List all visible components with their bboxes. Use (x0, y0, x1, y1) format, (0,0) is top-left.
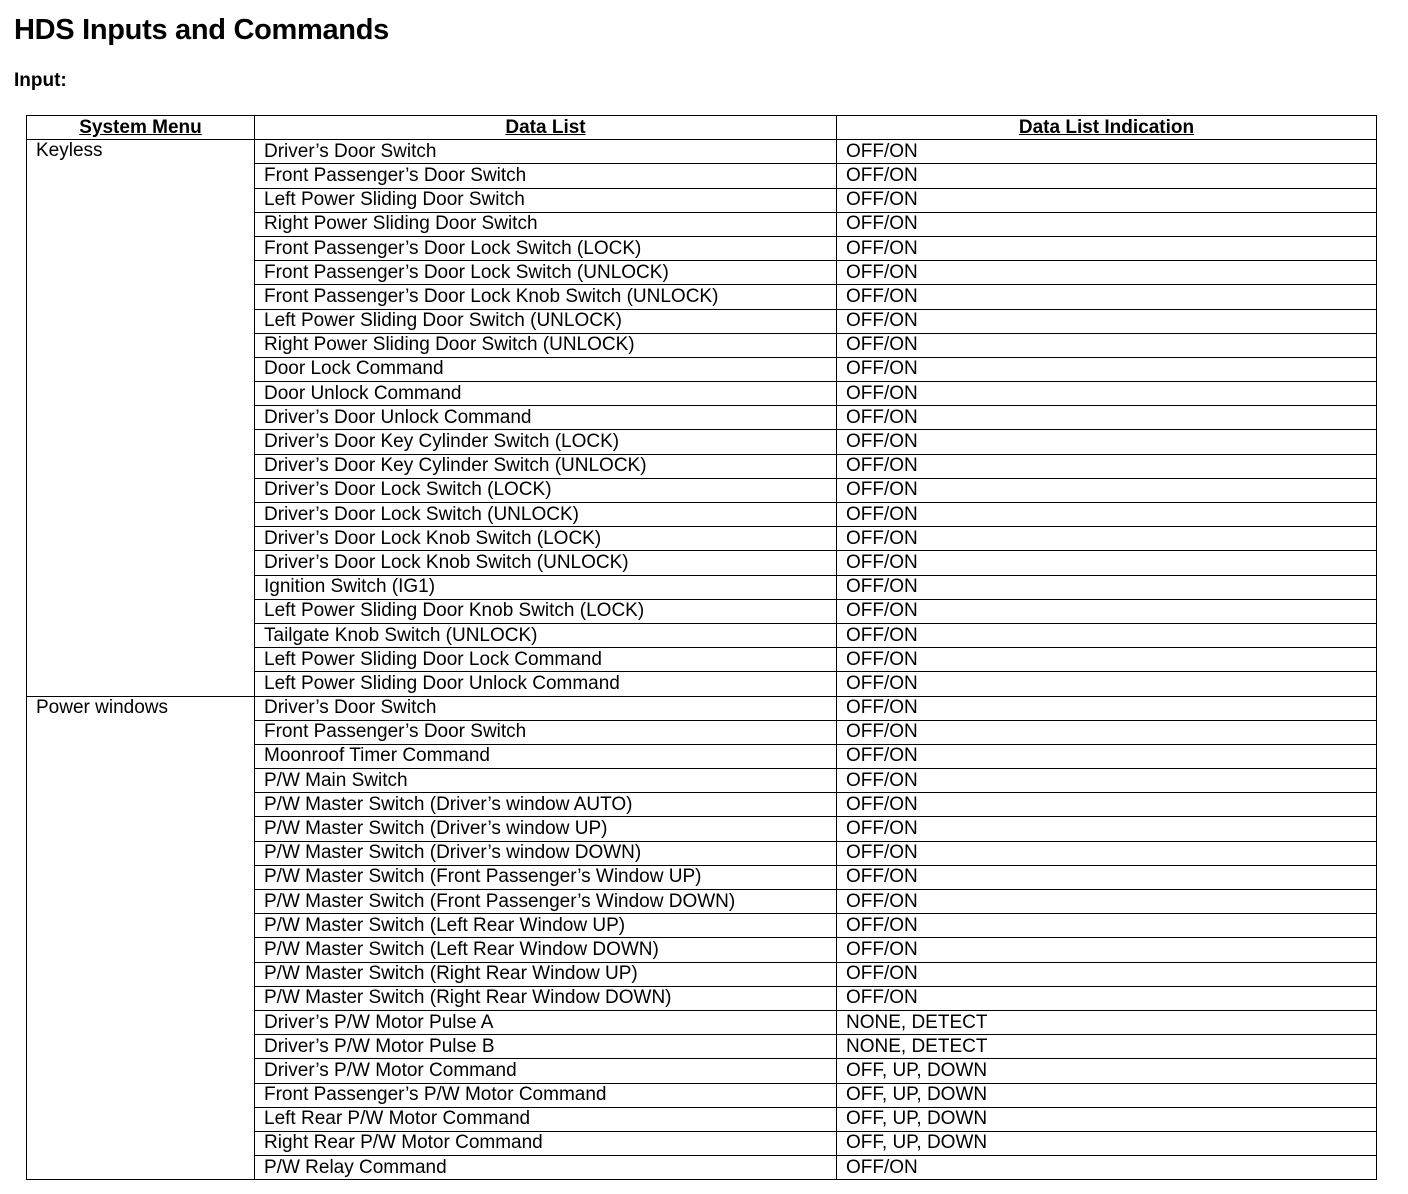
system-menu-cell (27, 696, 255, 1180)
data-list-indication-cell: OFF/ON (837, 430, 1377, 454)
data-list-cell: P/W Relay Command (255, 1156, 837, 1180)
data-list-indication-cell: OFF/ON (837, 406, 1377, 430)
data-list-cell: Driver’s P/W Motor Pulse A (255, 1010, 837, 1034)
table-header-row (27, 116, 1377, 140)
table-body (27, 140, 1377, 1180)
data-list-cell: Driver’s Door Switch (255, 140, 837, 164)
data-list-cell: Front Passenger’s P/W Motor Command (255, 1083, 837, 1107)
header-system-menu: System Menu (27, 116, 255, 140)
data-list-cell: Left Rear P/W Motor Command (255, 1107, 837, 1131)
data-list-cell: Tailgate Knob Switch (UNLOCK) (255, 623, 837, 647)
data-list-cell: Front Passenger’s Door Lock Switch (LOCK) (255, 236, 837, 260)
data-list-indication-cell: OFF/ON (837, 454, 1377, 478)
data-list-indication-cell: OFF/ON (837, 261, 1377, 285)
data-list-cell: P/W Master Switch (Driver’s window UP) (255, 817, 837, 841)
data-list-cell: Driver’s Door Key Cylinder Switch (UNLOCK) (255, 454, 837, 478)
data-list-indication-cell: OFF/ON (837, 236, 1377, 260)
data-list-indication-cell: OFF/ON (837, 357, 1377, 381)
data-list-indication-cell: OFF/ON (837, 599, 1377, 623)
table-row (27, 696, 1377, 720)
data-list-indication-cell: OFF/ON (837, 720, 1377, 744)
data-list-cell: Driver’s Door Lock Knob Switch (LOCK) (255, 527, 837, 551)
data-list-cell: Driver’s Door Switch (255, 696, 837, 720)
header-data-list-indication: Data List Indication (837, 116, 1377, 140)
data-list-indication-cell: OFF/ON (837, 769, 1377, 793)
data-list-cell: P/W Master Switch (Front Passenger’s Window DOWN) (255, 890, 837, 914)
data-list-indication-cell: OFF/ON (837, 648, 1377, 672)
data-list-indication-cell: OFF/ON (837, 938, 1377, 962)
data-list-indication-cell: OFF/ON (837, 1156, 1377, 1180)
data-list-indication-cell: OFF/ON (837, 503, 1377, 527)
data-list-cell: Left Power Sliding Door Knob Switch (LOCK) (255, 599, 837, 623)
data-list-indication-cell: OFF/ON (837, 986, 1377, 1010)
data-list-cell: Driver’s Door Unlock Command (255, 406, 837, 430)
data-list-indication-cell: OFF/ON (837, 696, 1377, 720)
data-list-cell: Left Power Sliding Door Switch (255, 188, 837, 212)
header-data-list: Data List (255, 116, 837, 140)
data-list-indication-cell: OFF/ON (837, 551, 1377, 575)
data-list-indication-cell: OFF, UP, DOWN (837, 1107, 1377, 1131)
data-list-cell: P/W Master Switch (Left Rear Window UP) (255, 914, 837, 938)
system-menu-label: Keyless (36, 140, 103, 162)
data-list-cell: Left Power Sliding Door Switch (UNLOCK) (255, 309, 837, 333)
data-list-indication-cell: OFF/ON (837, 841, 1377, 865)
data-list-indication-cell: OFF/ON (837, 672, 1377, 696)
data-list-cell: P/W Master Switch (Driver’s window AUTO) (255, 793, 837, 817)
data-list-cell: Front Passenger’s Door Lock Switch (UNLOCK) (255, 261, 837, 285)
data-list-cell: P/W Main Switch (255, 769, 837, 793)
data-list-indication-cell: NONE, DETECT (837, 1035, 1377, 1059)
data-list-cell: Front Passenger’s Door Switch (255, 720, 837, 744)
data-list-cell: Driver’s P/W Motor Pulse B (255, 1035, 837, 1059)
system-menu-label: Power windows (36, 696, 168, 718)
data-list-indication-cell: OFF/ON (837, 623, 1377, 647)
data-list-indication-cell: NONE, DETECT (837, 1010, 1377, 1034)
data-list-indication-cell: OFF/ON (837, 285, 1377, 309)
system-menu-cell (27, 140, 255, 696)
data-list-cell: Door Unlock Command (255, 382, 837, 406)
data-list-indication-cell: OFF/ON (837, 793, 1377, 817)
data-list-cell: Front Passenger’s Door Lock Knob Switch (UNLOCK) (255, 285, 837, 309)
data-list-indication-cell: OFF/ON (837, 527, 1377, 551)
data-list-indication-cell: OFF, UP, DOWN (837, 1059, 1377, 1083)
hds-input-table (26, 115, 1377, 1180)
data-list-cell: Right Power Sliding Door Switch (255, 212, 837, 236)
data-list-indication-cell: OFF, UP, DOWN (837, 1083, 1377, 1107)
data-list-indication-cell: OFF/ON (837, 865, 1377, 889)
data-list-cell: Ignition Switch (IG1) (255, 575, 837, 599)
data-list-indication-cell: OFF/ON (837, 962, 1377, 986)
data-list-cell: P/W Master Switch (Driver’s window DOWN) (255, 841, 837, 865)
data-list-cell: Left Power Sliding Door Unlock Command (255, 672, 837, 696)
data-list-indication-cell: OFF/ON (837, 575, 1377, 599)
data-list-indication-cell: OFF/ON (837, 744, 1377, 768)
data-list-cell: P/W Master Switch (Front Passenger’s Window UP) (255, 865, 837, 889)
data-list-cell: Driver’s Door Key Cylinder Switch (LOCK) (255, 430, 837, 454)
data-list-cell: Driver’s Door Lock Switch (LOCK) (255, 478, 837, 502)
data-list-indication-cell: OFF/ON (837, 914, 1377, 938)
data-list-cell: Front Passenger’s Door Switch (255, 164, 837, 188)
data-list-cell: Driver’s Door Lock Switch (UNLOCK) (255, 503, 837, 527)
data-list-cell: P/W Master Switch (Right Rear Window UP) (255, 962, 837, 986)
data-list-indication-cell: OFF/ON (837, 309, 1377, 333)
data-list-cell: P/W Master Switch (Right Rear Window DOWN) (255, 986, 837, 1010)
data-list-indication-cell: OFF/ON (837, 212, 1377, 236)
data-list-cell: Right Power Sliding Door Switch (UNLOCK) (255, 333, 837, 357)
data-list-cell: Driver’s Door Lock Knob Switch (UNLOCK) (255, 551, 837, 575)
data-list-cell: P/W Master Switch (Left Rear Window DOWN) (255, 938, 837, 962)
data-list-cell: Driver’s P/W Motor Command (255, 1059, 837, 1083)
table-row (27, 140, 1377, 164)
data-list-cell: Right Rear P/W Motor Command (255, 1131, 837, 1155)
data-list-cell: Left Power Sliding Door Lock Command (255, 648, 837, 672)
data-list-indication-cell: OFF/ON (837, 164, 1377, 188)
data-list-indication-cell: OFF/ON (837, 333, 1377, 357)
data-list-indication-cell: OFF/ON (837, 140, 1377, 164)
page-title: HDS Inputs and Commands (14, 14, 389, 46)
data-list-indication-cell: OFF/ON (837, 188, 1377, 212)
data-list-cell: Moonroof Timer Command (255, 744, 837, 768)
data-list-indication-cell: OFF/ON (837, 382, 1377, 406)
data-list-indication-cell: OFF/ON (837, 817, 1377, 841)
data-list-indication-cell: OFF/ON (837, 890, 1377, 914)
data-list-indication-cell: OFF/ON (837, 478, 1377, 502)
data-list-cell: Door Lock Command (255, 357, 837, 381)
data-list-indication-cell: OFF, UP, DOWN (837, 1131, 1377, 1155)
section-label: Input: (14, 70, 67, 91)
